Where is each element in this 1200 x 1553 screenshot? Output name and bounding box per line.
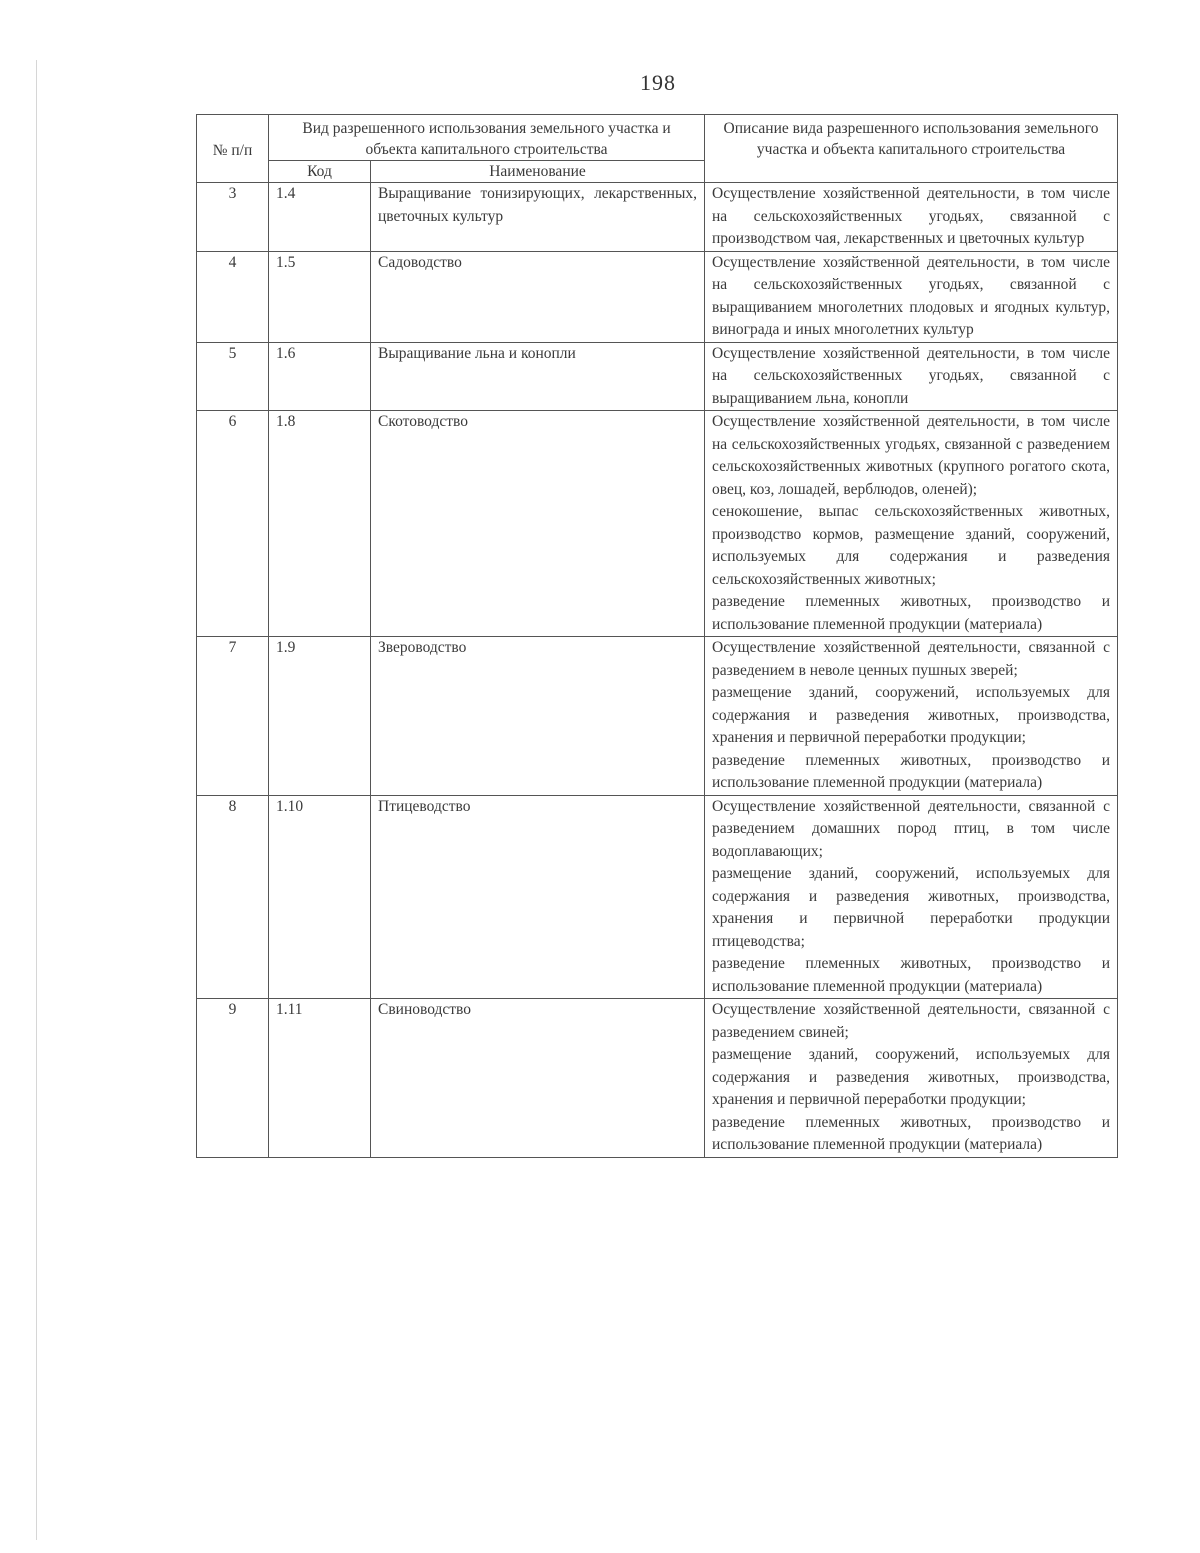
description-paragraph: разведение племенных животных, производство и использование племенной продукции (материала): [712, 751, 1111, 791]
description-paragraph: размещение зданий, сооружений, используемых для содержания и разведения животных, производства, хранения и первичной переработки продукции птицеводства;: [712, 865, 1111, 950]
table-row: [197, 999, 1118, 1158]
row-name: Садоводство: [371, 251, 705, 342]
row-code: 1.4: [269, 183, 371, 252]
row-number: 5: [197, 342, 269, 411]
description-paragraph: Осуществление хозяйственной деятельности, в том числе на сельскохозяйственных угодьях, связанной с разведением сельскохозяйственных животных (крупного рогатого скота, овец, коз, лошадей, верблюдов, оленей);: [712, 413, 1111, 498]
header-code: Код: [269, 161, 371, 183]
description-paragraph: разведение племенных животных, производство и использование племенной продукции (материала): [712, 1113, 1111, 1153]
row-name: Звероводство: [371, 637, 705, 796]
table-row: [197, 183, 1118, 252]
table-body: [197, 183, 1118, 1158]
row-number: 8: [197, 795, 269, 999]
table-row: [197, 342, 1118, 411]
page-number: 198: [640, 70, 676, 95]
row-name: Птицеводство: [371, 795, 705, 999]
table-row: [197, 637, 1118, 796]
row-description: [705, 795, 1118, 999]
row-code: 1.5: [269, 251, 371, 342]
row-code: 1.8: [269, 411, 371, 637]
description-paragraph: Осуществление хозяйственной деятельности, связанной с разведением свиней;: [712, 1001, 1111, 1041]
description-paragraph: сенокошение, выпас сельскохозяйственных животных, производство кормов, размещение зданий, сооружений, используемых для содержания и разведения сельскохозяйственных животных;: [712, 503, 1111, 588]
row-number: 3: [197, 183, 269, 252]
header-description: Описание вида разрешенного использования земельного участка и объекта капитального строительства: [705, 115, 1118, 183]
row-name: Выращивание льна и конопли: [371, 342, 705, 411]
row-name: Выращивание тонизирующих, лекарственных, цветочных культур: [371, 183, 705, 252]
description-paragraph: разведение племенных животных, производство и использование племенной продукции (материала): [712, 955, 1111, 995]
row-description: [705, 342, 1118, 411]
row-number: 4: [197, 251, 269, 342]
row-name: Свиноводство: [371, 999, 705, 1158]
description-paragraph: Осуществление хозяйственной деятельности, связанной с разведением домашних пород птиц, в том числе водоплавающих;: [712, 797, 1111, 860]
description-paragraph: Осуществление хозяйственной деятельности, в том числе на сельскохозяйственных угодьях, связанной с выращиванием многолетних плодовых и ягодных культур, винограда и иных многолетних культур: [712, 253, 1111, 338]
row-description: [705, 411, 1118, 637]
row-code: 1.10: [269, 795, 371, 999]
row-code: 1.6: [269, 342, 371, 411]
description-paragraph: Осуществление хозяйственной деятельности, в том числе на сельскохозяйственных угодьях, связанной с выращиванием льна, конопли: [712, 344, 1111, 407]
row-code: 1.11: [269, 999, 371, 1158]
description-paragraph: разведение племенных животных, производство и использование племенной продукции (материала): [712, 593, 1111, 633]
row-number: 6: [197, 411, 269, 637]
table-row: [197, 795, 1118, 999]
header-number: № п/п: [197, 115, 269, 183]
table-row: [197, 411, 1118, 637]
table-header: [197, 115, 1118, 183]
row-description: [705, 999, 1118, 1158]
land-use-table: [196, 114, 1118, 1158]
row-number: 7: [197, 637, 269, 796]
row-code: 1.9: [269, 637, 371, 796]
page-margin-line: [36, 60, 37, 1540]
description-paragraph: Осуществление хозяйственной деятельности, в том числе на сельскохозяйственных угодьях, связанной с производством чая, лекарственных и цветочных культур: [712, 185, 1111, 247]
row-number: 9: [197, 999, 269, 1158]
row-description: [705, 637, 1118, 796]
row-description: [705, 183, 1118, 252]
table-row: [197, 251, 1118, 342]
description-paragraph: Осуществление хозяйственной деятельности, связанной с разведением в неволе ценных пушных зверей;: [712, 639, 1111, 679]
row-description: [705, 251, 1118, 342]
header-name: Наименование: [371, 161, 705, 183]
header-row-main: [197, 115, 1118, 161]
row-name: Скотоводство: [371, 411, 705, 637]
header-use-type: Вид разрешенного использования земельного участка и объекта капитального строительства: [269, 115, 705, 161]
description-paragraph: размещение зданий, сооружений, используемых для содержания и разведения животных, производства, хранения и первичной переработки продукции;: [712, 684, 1111, 746]
description-paragraph: размещение зданий, сооружений, используемых для содержания и разведения животных, производства, хранения и первичной переработки продукции;: [712, 1046, 1111, 1108]
